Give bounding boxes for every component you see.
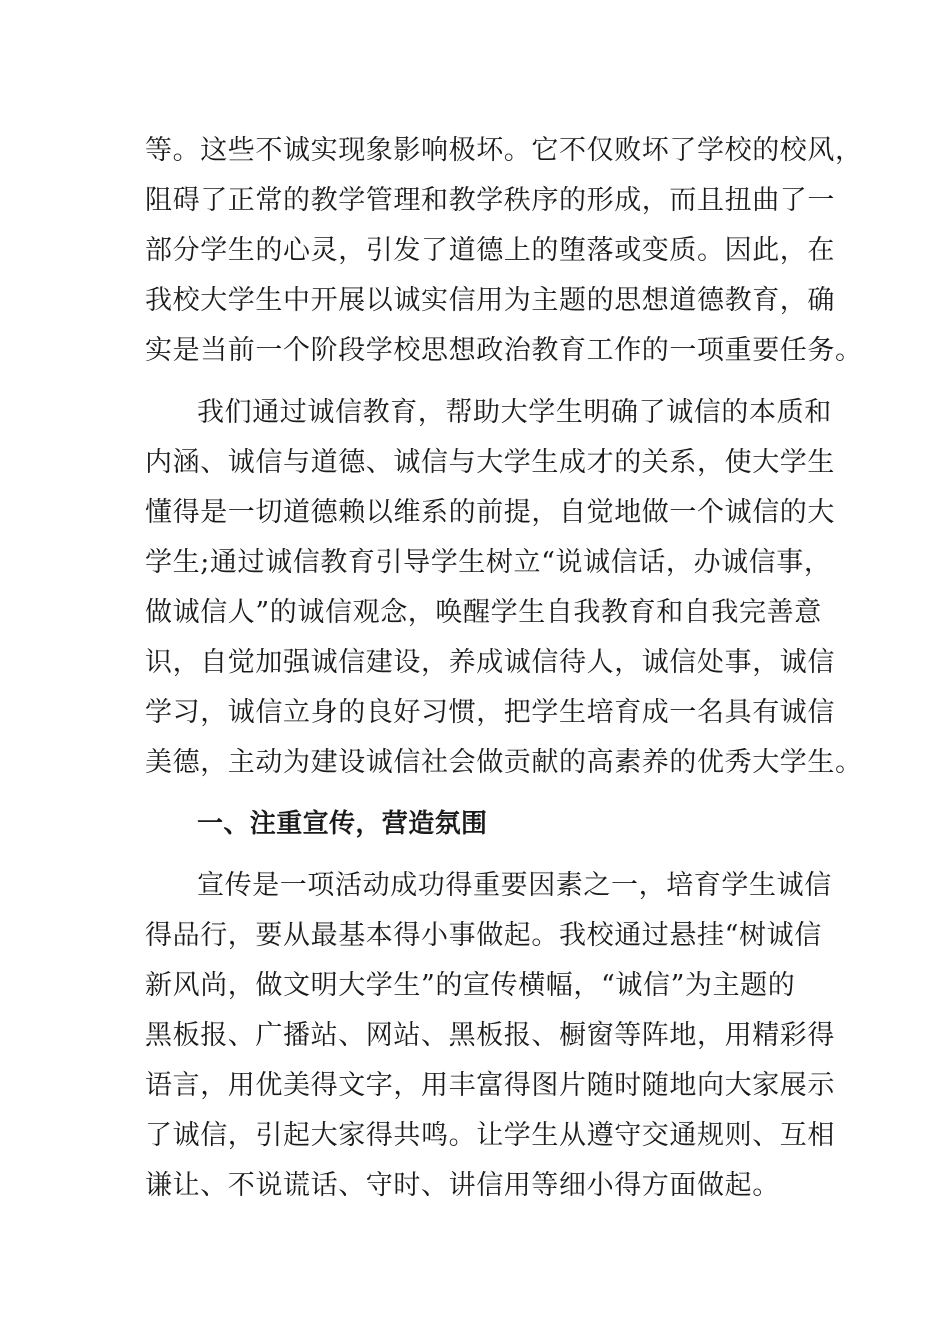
paragraph-3-line-1: 宣传是一项活动成功得重要因素之一，培育学生诚信 — [197, 870, 832, 901]
paragraph-2-line-8: 美德，主动为建设诚信社会做贡献的高素养的优秀大学生。 — [145, 747, 863, 778]
paragraph-1-line-3: 部分学生的心灵，引发了道德上的堕落或变质。因此，在 — [145, 235, 835, 266]
paragraph-3-line-5: 语言，用优美得文字，用丰富得图片随时随地向大家展示 — [145, 1070, 835, 1101]
paragraph-3-line-7: 谦让、不说谎话、守时、讲信用等细小得方面做起。 — [145, 1170, 780, 1201]
paragraph-3-line-6: 了诚信，引起大家得共鸣。让学生从遵守交通规则、互相 — [145, 1120, 835, 1151]
paragraph-1-line-4: 我校大学生中开展以诚实信用为主题的思想道德教育，确 — [145, 285, 835, 316]
paragraph-3-line-4: 黑板报、广播站、网站、黑板报、橱窗等阵地，用精彩得 — [145, 1020, 835, 1051]
paragraph-1-line-5: 实是当前一个阶段学校思想政治教育工作的一项重要任务。 — [145, 335, 863, 366]
paragraph-2-line-6: 识，自觉加强诚信建设，养成诚信待人，诚信处事，诚信 — [145, 647, 835, 678]
paragraph-2-line-1: 我们通过诚信教育，帮助大学生明确了诚信的本质和 — [197, 397, 832, 428]
paragraph-3-line-2: 得品行，要从最基本得小事做起。我校通过悬挂“树诚信 — [145, 920, 822, 951]
paragraph-2-line-5: 做诚信人”的诚信观念，唤醒学生自我教育和自我完善意 — [145, 597, 822, 628]
paragraph-2-line-3: 懂得是一切道德赖以维系的前提，自觉地做一个诚信的大 — [145, 497, 835, 528]
section-heading: 一、注重宣传，营造氛围 — [197, 809, 488, 839]
paragraph-2-line-2: 内涵、诚信与道德、诚信与大学生成才的关系，使大学生 — [145, 447, 835, 478]
paragraph-1-line-2: 阻碍了正常的教学管理和教学秩序的形成，而且扭曲了一 — [145, 185, 835, 216]
paragraph-3-line-3: 新风尚，做文明大学生”的宣传横幅，“诚信”为主题的 — [145, 970, 796, 1001]
paragraph-2-line-7: 学习，诚信立身的良好习惯，把学生培育成一名具有诚信 — [145, 697, 835, 728]
paragraph-2-line-4: 学生;通过诚信教育引导学生树立“说诚信话，办诚信事， — [145, 547, 832, 578]
paragraph-1-line-1: 等。这些不诚实现象影响极坏。它不仅败坏了学校的校风， — [145, 135, 863, 166]
